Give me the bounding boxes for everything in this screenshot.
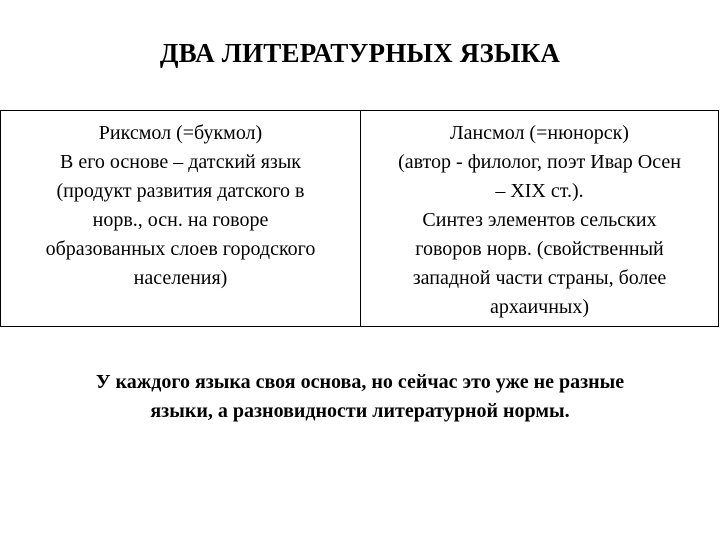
landsmal-line: западной части страны, более	[412, 267, 667, 289]
landsmal-cell	[361, 111, 718, 326]
landsmal-line: архаичных)	[489, 296, 590, 318]
conclusion-text	[0, 368, 720, 426]
riksmal-line: В его основе – датский язык	[60, 151, 301, 173]
landsmal-line: говоров норв. (свойственный	[415, 238, 664, 260]
landsmal-line: Синтез элементов сельских	[422, 209, 657, 231]
riksmal-line: норв., осн. на говоре	[92, 209, 269, 231]
conclusion-line: У каждого языка своя основа, но сейчас это уже не разные	[95, 371, 625, 393]
landsmal-line: – XIX ст.).	[495, 180, 584, 202]
riksmal-cell	[0, 111, 361, 326]
riksmal-line: населения)	[133, 267, 228, 289]
comparison-table	[0, 110, 719, 327]
landsmal-line: Лансмол (=нюнорск)	[450, 122, 629, 144]
landsmal-line: (автор - филолог, поэт Ивар Осен	[398, 151, 681, 173]
riksmal-line: (продукт развития датского в	[56, 180, 305, 202]
riksmal-line: Риксмол (=букмол)	[98, 122, 263, 144]
conclusion-line: языки, а разновидности литературной нормы.	[150, 400, 570, 422]
slide-title: ДВА ЛИТЕРАТУРНЫХ ЯЗЫКА	[159, 38, 561, 68]
riksmal-line: образованных слоев городского	[45, 238, 316, 260]
